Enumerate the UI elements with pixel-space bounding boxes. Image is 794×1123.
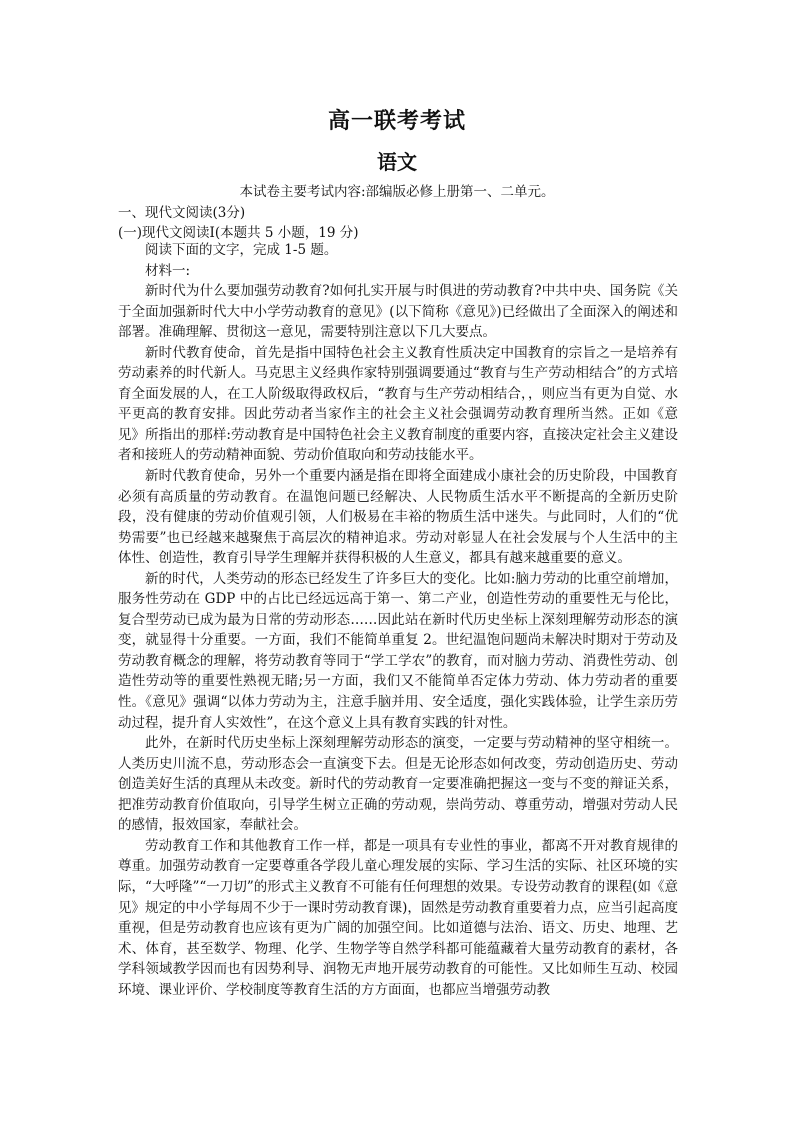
passage-paragraph: 新时代教育使命，首先是指中国特色社会主义教育性质决定中国教育的宗旨之一是培养有劳动素养的时代新人。马克思主义经典作家特别强调要通过“教育与生产劳动相结合”的方式培育全面发展的人，在工人阶级取得政权后，“教育与生产劳动相结合，，则应当有更为自觉、水平更高的教育安排。因此劳动者当家作主的社会主义社会强调劳动教育理所当然。正如《意见》所指出的那样:劳动教育是中国特色社会主义教育制度的重要内容，直接决定社会主义建设者和接班人的劳动精神面貌、劳动价值取向和劳动技能水平。 [118, 344, 678, 464]
passage-paragraph: 新时代教育使命，另外一个重要内涵是指在即将全面建成小康社会的历史阶段，中国教育必须有高质量的劳动教育。在温饱问题已经解决、人民物质生活水平不断提高的全新历史阶段，没有健康的劳动价值观引领，人们极易在丰裕的物质生活中迷失。与此同时，人们的“优势需要”也已经越来越聚焦于高层次的精神追求。劳动对彰显人在社会发展与个人生活中的主体性、创造性，教育引导学生理解并获得积极的人生意义，都具有越来越重要的意义。 [118, 468, 678, 567]
passage-paragraph: 劳动教育工作和其他教育工作一样，都是一项具有专业性的事业，都离不开对教育规律的尊重。加强劳动教育一定要尊重各学段儿童心理发展的实际、学习生活的实际、社区环境的实际，“大呼隆”“一刀切”的形式主义教育不可能有任何理想的效果。专设劳动教育的课程(如《意见》规定的中小学每周不少于一课时劳动教育课)，固然是劳动教育重要着力点，应当引起高度重视，但是劳动教育也应该有更为广阔的加强空间。比如道德与法治、语文、历史、地理、艺术、体育，甚至数学、物理、化学、生物学等自然学科都可能蕴藏着大量劳动教育的素材，各学科领域教学因而也有因势利导、润物无声地开展劳动教育的可能性。又比如师生互动、校园环境、课业评价、学校制度等教育生活的方方面面，也都应当增强劳动教 [118, 837, 678, 998]
reading-instruction: 阅读下面的文字，完成 1-5 题。 [145, 242, 338, 258]
passage-body [118, 240, 678, 1000]
material-label: 材料一: [145, 262, 191, 279]
passage-paragraph: 新的时代，人类劳动的形态已经发生了许多巨大的变化。比如:脑力劳动的比重空前增加，服务性劳动在 GDP 中的占比已经远远高于第一、第二产业，创造性劳动的重要性无与伦比，复合型劳动已成为最为日常的劳动形态……因此站在新时代历史坐标上深刻理解劳动形态的演变，就显得十分重要。一方面，我们不能简单重复 2。世纪温饱问题尚未解决时期对于劳动及劳动教育概念的理解，将劳动教育等同于“学工学农”的教育，而对脑力劳动、消费性劳动、创造性劳动等的重要性熟视无睹;另一方面，我们又不能简单否定体力劳动、体力劳动者的重要性。《意见》强调“以体力劳动为主，注意手脑并用、安全适度，强化实践体验，让学生亲历劳动过程，提升育人实效性”，在这个意义上具有教育实践的针对性。 [118, 570, 678, 731]
exam-scope-note: 本试卷主要考试内容:部编版必修上册第一、二单元。 [239, 184, 555, 200]
passage-paragraph: 此外，在新时代历史坐标上深刻理解劳动形态的演变，一定要与劳动精神的坚守相统一。人类历史川流不息，劳动形态会一直演变下去。但是无论形态如何改变，劳动创造历史、劳动创造美好生活的真理从未改变。新时代的劳动教育一定要准确把握这一变与不变的辩证关系，把准劳动教育价值取向，引导学生树立正确的劳动观，崇尚劳动、尊重劳动，增强对劳动人民的感情，报效国家，奉献社会。 [118, 735, 678, 834]
section-heading-part1: 一、现代文阅读(3分) [118, 205, 246, 221]
passage-paragraph: 新时代为什么要加强劳动教育?如何扎实开展与时俱进的劳动教育?中共中央、国务院《关于全面加强新时代大中小学劳动教育的意见》(以下简称《意见》)已经做出了全面深入的阐述和部署。准确理解、贯彻这一意见，需要特别注意以下几大要点。 [118, 283, 678, 341]
exam-title: 高一联考考试 [327, 108, 466, 134]
section-heading-part1-sub: (一)现代文阅读I(本题共 5 小题，19 分) [118, 225, 359, 241]
exam-subject: 语文 [377, 150, 417, 174]
